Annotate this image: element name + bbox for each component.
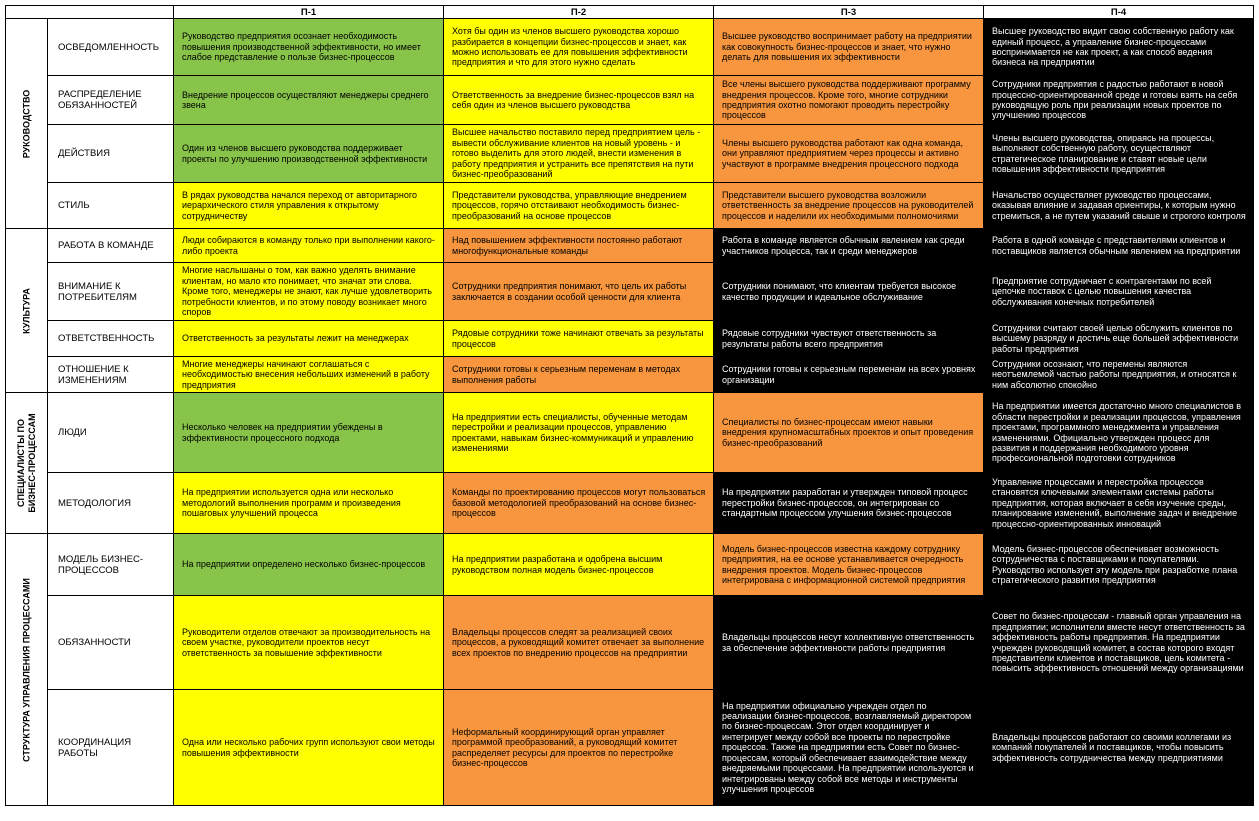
table-row xyxy=(6,76,1254,125)
cell-p1: Многие наслышаны о том, как важно уделять внимание клиентам, но мало кто понимает, что значат эти слова. Кроме того, менеджеры не знают, как лучше удовлетворить потребности клиентов, и по этому поводу возникает много споров xyxy=(174,263,444,321)
level-header-p4: П-4 xyxy=(984,6,1254,19)
table-row xyxy=(6,596,1254,690)
criterion-label: ВНИМАНИЕ К ПОТРЕБИТЕЛЯМ xyxy=(48,263,174,321)
cell-p1: На предприятии используется одна или несколько методологий выполнения программ и произведения пошаговых улучшений процесса xyxy=(174,473,444,534)
cell-p1: Ответственность за результаты лежит на менеджерах xyxy=(174,321,444,357)
criterion-label: МОДЕЛЬ БИЗНЕС-ПРОЦЕССОВ xyxy=(48,534,174,596)
criterion-label: ОТНОШЕНИЕ К ИЗМЕНЕНИЯМ xyxy=(48,357,174,393)
header-row xyxy=(6,6,1254,19)
cell-p4: Владельцы процессов работают со своими коллегами из компаний покупателей и поставщиков, чтобы повысить эффективность сотрудничества между предприятиями xyxy=(984,690,1254,806)
criterion-label: РАСПРЕДЕЛЕНИЕ ОБЯЗАННОСТЕЙ xyxy=(48,76,174,125)
cell-p3: Специалисты по бизнес-процессам имеют навыки внедрения крупномасштабных проектов и опыт проведения бизнес-преобразований xyxy=(714,393,984,473)
cell-p1: Один из членов высшего руководства поддерживает проекты по улучшению производственной эффективности xyxy=(174,125,444,183)
table-row xyxy=(6,263,1254,321)
criterion-label: СТИЛЬ xyxy=(48,183,174,229)
cell-p3: Сотрудники понимают, что клиентам требуется высокое качество продукции и идеальное обслуживание xyxy=(714,263,984,321)
cell-p2: Рядовые сотрудники тоже начинают отвечать за результаты процессов xyxy=(444,321,714,357)
cell-p1: В рядах руководства начался переход от авторитарного иерархического стиля управления к открытому сотрудничеству xyxy=(174,183,444,229)
table-row xyxy=(6,229,1254,263)
criterion-label: ОТВЕТСТВЕННОСТЬ xyxy=(48,321,174,357)
cell-p4: Совет по бизнес-процессам - главный орган управления на предприятии; исполнители вместе несут ответственность за эффективность работы предприятия. На предприятии учрежден руководящий комитет, в состав которого входят представители клиентов и поставщиков, цель комитета - повысить эффективность отношений между организациями xyxy=(984,596,1254,690)
cell-p4: Высшее руководство видит свою собственную работу как единый процесс, а управление бизнес-процессами воспринимается не как проект, а как способ ведения бизнеса на предприятии xyxy=(984,19,1254,76)
table-row xyxy=(6,393,1254,473)
criterion-label: ЛЮДИ xyxy=(48,393,174,473)
table-row xyxy=(6,183,1254,229)
criterion-label: КООРДИНАЦИЯ РАБОТЫ xyxy=(48,690,174,806)
cell-p3: Владельцы процессов несут коллективную ответственность за обеспечение эффективности работы предприятия xyxy=(714,596,984,690)
cell-p3: Все члены высшего руководства поддерживают программу внедрения процессов. Кроме того, многие сотрудники предприятия охотно помогают проводить перестройку процессов xyxy=(714,76,984,125)
cell-p3: На предприятии официально учрежден отдел по реализации бизнес-процессов, возглавляемый директором по бизнес-процессам. Этот отдел координирует и интегрирует между собой все проекты по перестройке процессов. Также на предприятии есть Совет по бизнес-процессам, который обеспечивает взаимодействие между внедряемыми процессами. На предприятии используются и интегрированы между собой все методы и инструменты улучшения процессов xyxy=(714,690,984,806)
table-row xyxy=(6,690,1254,806)
header-corner xyxy=(6,6,174,19)
criterion-label: ДЕЙСТВИЯ xyxy=(48,125,174,183)
criterion-label: РАБОТА В КОМАНДЕ xyxy=(48,229,174,263)
cell-p4: Сотрудники предприятия с радостью работают в новой процессно-ориентированной среде и готовы взять на себя руководящую роль при реализации новых проектов по улучшению процессов xyxy=(984,76,1254,125)
section-leadership xyxy=(6,19,48,229)
cell-p3: Работа в команде является обычным явлением как среди участников процесса, так и среди менеджеров xyxy=(714,229,984,263)
cell-p3: Высшее руководство воспринимает работу на предприятии как совокупность бизнес-процессов и знает, что нужно делать для повышения их эффективности xyxy=(714,19,984,76)
cell-p2: Команды по проектированию процессов могут пользоваться базовой методологией преобразований на основе бизнес-процессов xyxy=(444,473,714,534)
cell-p4: Члены высшего руководства, опираясь на процессы, выполняют собственную работу, осуществляют стратегическое планирование и ставят новые цели повышения эффективности предприятия xyxy=(984,125,1254,183)
cell-p1: Руководители отделов отвечают за производительность на своем участке, руководители проектов несут ответственность за повышение эффективности xyxy=(174,596,444,690)
cell-p1: Несколько человек на предприятии убеждены в эффективности процессного подхода xyxy=(174,393,444,473)
cell-p3: Представители высшего руководства возложили ответственность за внедрение процессов на руководителей процессов и наделили их необходимыми полномочиями xyxy=(714,183,984,229)
section-label: КУЛЬТУРА xyxy=(21,287,31,334)
cell-p4: Предприятие сотрудничает с контрагентами по всей цепочке поставок с целью повышения качества обслуживания конечных потребителей xyxy=(984,263,1254,321)
table-row xyxy=(6,321,1254,357)
cell-p2: Представители руководства, управляющие внедрением процессов, горячо отстаивают необходимость бизнес-преобразований на основе процессов xyxy=(444,183,714,229)
maturity-matrix xyxy=(5,5,1254,806)
cell-p2: Высшее начальство поставило перед предприятием цель - вывести обслуживание клиентов на новый уровень - и готово выделить для этого людей, внести изменения в работу предприятия и устранить все препятствия на пути бизнес-преобразований xyxy=(444,125,714,183)
cell-p3: На предприятии разработан и утвержден типовой процесс перестройки бизнес-процессов, он интегрирован со стандартным процессом улучшения бизнес-процессов xyxy=(714,473,984,534)
cell-p4: Работа в одной команде с представителями клиентов и поставщиков является обычным явлением на предприятии xyxy=(984,229,1254,263)
cell-p2: Сотрудники предприятия понимают, что цель их работы заключается в создании особой ценности для клиента xyxy=(444,263,714,321)
cell-p3: Члены высшего руководства работают как одна команда, они управляют предприятием через процессы и активно участвуют в программе внедрения процессного подхода xyxy=(714,125,984,183)
table-row xyxy=(6,125,1254,183)
cell-p1: Люди собираются в команду только при выполнении какого-либо проекта xyxy=(174,229,444,263)
cell-p2: На предприятии разработана и одобрена высшим руководством полная модель бизнес-процессов xyxy=(444,534,714,596)
cell-p3: Сотрудники готовы к серьезным переменам на всех уровнях организации xyxy=(714,357,984,393)
cell-p1: Руководство предприятия осознает необходимость повышения производственной эффективности, но имеет слабое представление о пользе бизнес-процессов xyxy=(174,19,444,76)
section-culture xyxy=(6,229,48,393)
cell-p3: Модель бизнес-процессов известна каждому сотруднику предприятия, на ее основе устанавливается очередность внедрения проектов. Модель бизнес-процессов интегрирована с информационной системой предприятия xyxy=(714,534,984,596)
cell-p2: Над повышением эффективности постоянно работают многофункциональные команды xyxy=(444,229,714,263)
table-row xyxy=(6,357,1254,393)
cell-p4: Модель бизнес-процессов обеспечивает возможность сотрудничества с поставщиками и покупателями. Руководство использует эту модель при разработке плана стратегического развития предприятия xyxy=(984,534,1254,596)
level-header-p2: П-2 xyxy=(444,6,714,19)
cell-p3: Рядовые сотрудники чувствуют ответственность за результаты работы всего предприятия xyxy=(714,321,984,357)
table-row xyxy=(6,534,1254,596)
cell-p2: На предприятии есть специалисты, обученные методам перестройки и реализации процессов, управлению проектами, навыкам бизнес-коммуникаций и управлению изменениями xyxy=(444,393,714,473)
criterion-label: ОБЯЗАННОСТИ xyxy=(48,596,174,690)
criterion-label: ОСВЕДОМЛЕННОСТЬ xyxy=(48,19,174,76)
section-process-structure xyxy=(6,534,48,806)
cell-p1: Одна или несколько рабочих групп используют свои методы повышения эффективности xyxy=(174,690,444,806)
section-label: СПЕЦИАЛИСТЫ ПО БИЗНЕС-ПРОЦЕССАМ xyxy=(15,413,37,513)
cell-p2: Неформальный координирующий орган управляет программой преобразований, а руководящий комитет распределяет ресурсы для проектов по перестройке бизнес-процессов xyxy=(444,690,714,806)
cell-p1: Многие менеджеры начинают соглашаться с необходимостью внесения небольших изменений в работу предприятия xyxy=(174,357,444,393)
cell-p2: Хотя бы один из членов высшего руководства хорошо разбирается в концепции бизнес-процессов и знает, как можно использовать ее для повышения эффективности предприятия и что для этого нужно сделать xyxy=(444,19,714,76)
cell-p2: Сотрудники готовы к серьезным переменам в методах выполнения работы xyxy=(444,357,714,393)
section-label: РУКОВОДСТВО xyxy=(21,89,31,158)
cell-p4: Сотрудники осознают, что перемены являются неотъемлемой частью работы предприятия, и относятся к ним абсолютно спокойно xyxy=(984,357,1254,393)
level-header-p1: П-1 xyxy=(174,6,444,19)
cell-p1: Внедрение процессов осуществляют менеджеры среднего звена xyxy=(174,76,444,125)
cell-p2: Ответственность за внедрение бизнес-процессов взял на себя один из членов высшего руководства xyxy=(444,76,714,125)
cell-p1: На предприятии определено несколько бизнес-процессов xyxy=(174,534,444,596)
section-specialists xyxy=(6,393,48,534)
section-label: СТРУКТУРА УПРАВЛЕНИЯ ПРОЦЕССАМИ xyxy=(21,577,31,762)
cell-p4: Сотрудники считают своей целью обслужить клиентов по высшему разряду и достичь еще большей эффективности работы предприятия xyxy=(984,321,1254,357)
table-row xyxy=(6,473,1254,534)
cell-p4: На предприятии имеется достаточно много специалистов в области перестройки и реализации процессов, управления проектами, программного менеджмента и управления изменениями. Официально утвержден процесс для развития и поддержания необходимого уровня профессиональной подготовки сотрудников xyxy=(984,393,1254,473)
cell-p2: Владельцы процессов следят за реализацией своих процессов, а руководящий комитет отвечает за выполнение всех проектов по внедрению процессов на предприятии xyxy=(444,596,714,690)
criterion-label: МЕТОДОЛОГИЯ xyxy=(48,473,174,534)
cell-p4: Начальство осуществляет руководство процессами, оказывая влияние и задавая ориентиры, к которым нужно стремиться, а не путем указаний свыше и строгого контроля xyxy=(984,183,1254,229)
cell-p4: Управление процессами и перестройка процессов становятся ключевыми элементами системы работы предприятия, которая включает в себя изучение среды, планирование изменений, выполнение задач и внедрение процессно-ориентированных инноваций xyxy=(984,473,1254,534)
table-row xyxy=(6,19,1254,76)
level-header-p3: П-3 xyxy=(714,6,984,19)
